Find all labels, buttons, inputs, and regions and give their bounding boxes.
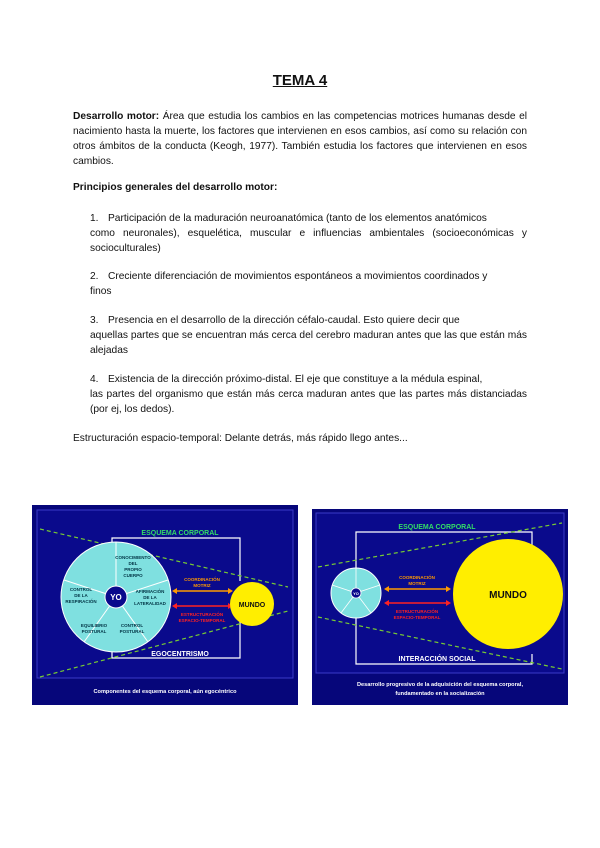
segment-lateralidad: AFIRMACIÓN DE LA LATERALIDAD — [134, 589, 166, 606]
figure-caption-line2: fundamentado en la socialización — [395, 691, 485, 697]
coordinacion-label: COORDINACIÓN MOTRIZ — [399, 575, 435, 586]
footer-line: Estructuración espacio-temporal: Delante detrás, más rápido llego antes... — [73, 433, 408, 444]
world-label: MUNDO — [489, 590, 527, 601]
estructuracion-label: ESTRUCTURACIÓN ESPACIO-TEMPORAL — [178, 612, 226, 623]
principle-number: 3. — [90, 315, 99, 326]
estructuracion-label: ESTRUCTURACIÓN ESPACIO-TEMPORAL — [393, 609, 441, 620]
principle-first-line: Existencia de la dirección próximo-distal. El eje que constituye a la médula espinal, — [108, 374, 483, 385]
segment-equilibrio: EQUILIBRIO POSTURAL — [80, 623, 108, 634]
principle-item-2 — [90, 269, 527, 299]
principle-item-1 — [90, 211, 527, 256]
segment-conocimiento: CONOCIMIENTO DEL PROPIO CUERPO — [115, 555, 151, 578]
top-label: ESQUEMA CORPORAL — [398, 524, 476, 531]
figure-right — [312, 509, 568, 705]
principles-heading: Principios generales del desarrollo motor: — [73, 182, 278, 193]
principle-item-3 — [90, 313, 527, 358]
bottom-label: INTERACCIÓN SOCIAL — [398, 656, 476, 663]
intro-term: Desarrollo motor: — [73, 111, 160, 122]
coordinacion-label: COORDINACIÓN MOTRIZ — [184, 577, 220, 588]
principle-number: 4. — [90, 374, 99, 385]
intro-paragraph — [73, 109, 527, 169]
principle-first-line: Participación de la maduración neuroanatómica (tanto de los elementos anatómicos — [108, 213, 487, 224]
figure-caption: Componentes del esquema corporal, aún egocéntrico — [93, 689, 237, 695]
principle-number: 2. — [90, 271, 99, 282]
yo-label: YO — [353, 591, 359, 596]
yo-label: YO — [110, 593, 122, 602]
principle-first-line: Creciente diferenciación de movimientos espontáneos a movimientos coordinados y — [108, 271, 488, 282]
figure-caption-line1: Desarrollo progresivo de la adquisición del esquema corporal, — [357, 682, 523, 688]
top-label: ESQUEMA CORPORAL — [141, 530, 219, 537]
principle-item-4 — [90, 372, 527, 417]
figure-left — [32, 505, 298, 705]
page-title: TEMA 4 — [272, 72, 328, 89]
principle-number: 1. — [90, 213, 99, 224]
principle-first-line: Presencia en el desarrollo de la dirección céfalo-caudal. Esto quiere decir que — [108, 315, 460, 326]
principle-rest: aquellas partes que se encuentran más cerca del cerebro maduran antes que las que están más alejadas — [90, 330, 527, 356]
principle-rest: finos — [90, 286, 112, 297]
segment-control-postural: CONTROL POSTURAL — [119, 623, 145, 634]
intro-text: Área que estudia los cambios en las competencias motrices humanas desde el nacimiento hasta la muerte, los factores que intervienen en esos cambios, así como su relación con otros ámbitos de la conducta (Keogh, 1977). También estudia los factores que intervienen en esos cambios. — [73, 111, 527, 167]
principle-rest: las partes del organismo que están más cerca maduran antes que las partes más distanciadas (por ej, los dedos). — [90, 389, 527, 415]
bottom-label: EGOCENTRISMO — [151, 651, 209, 658]
world-label: MUNDO — [238, 602, 266, 609]
segment-respiracion: CONTROL DE LA RESPIRACIÓN — [65, 587, 97, 604]
principle-rest: como neuronales), esquelética, muscular e influencias ambientales (socioeconómicas y socioculturales) — [90, 228, 527, 254]
